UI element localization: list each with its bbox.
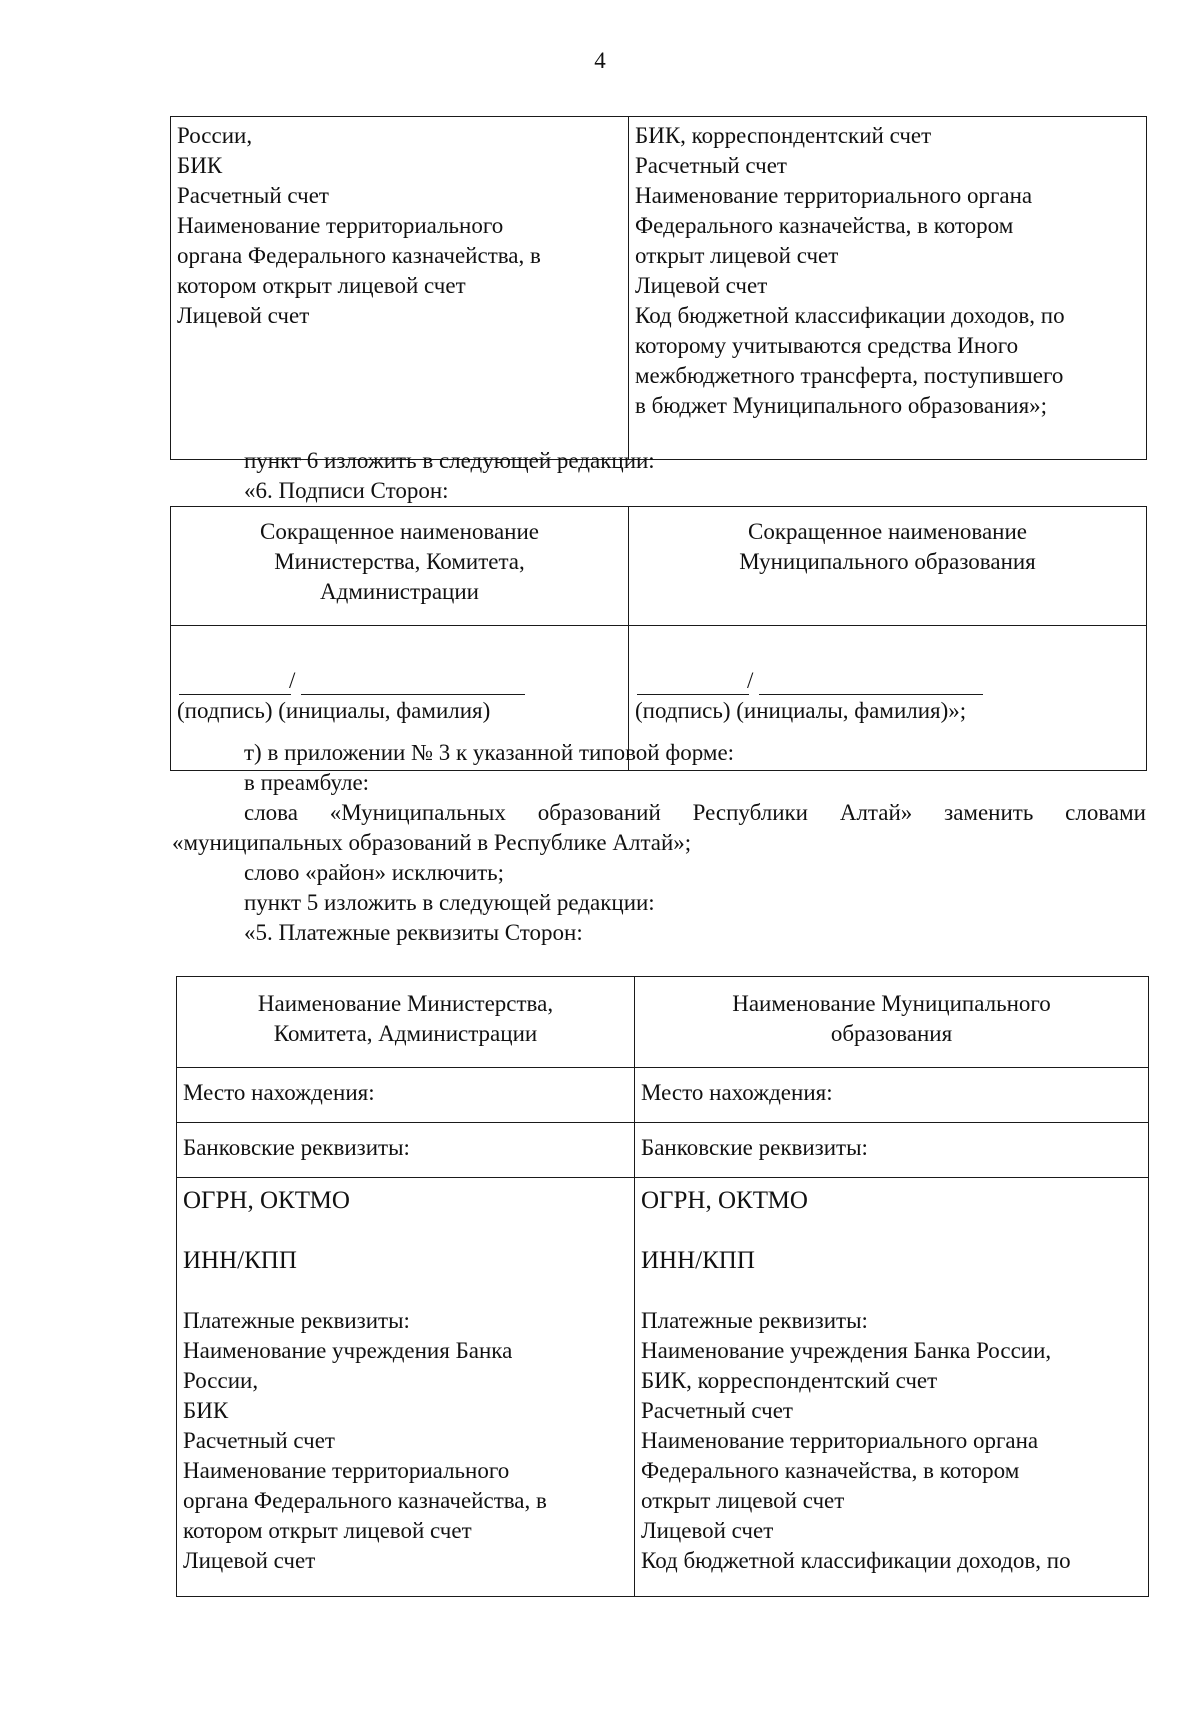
table-cell-left <box>171 507 629 626</box>
text-line: Расчетный счет <box>177 183 329 208</box>
text-line: Расчетный счет <box>635 153 787 178</box>
text-line: Комитета, Администрации <box>273 1021 538 1046</box>
text-line: органа Федерального казначейства, в <box>183 1488 547 1513</box>
text-line: Федерального казначейства, в котором <box>641 1458 1020 1483</box>
text-line: Муниципального образования <box>739 549 1036 574</box>
table-row <box>171 507 1147 626</box>
text-line: России, <box>177 123 253 148</box>
text-line: Наименование учреждения Банка <box>183 1338 513 1363</box>
signature-caption: (подпись) (инициалы, фамилия)»; <box>635 698 967 723</box>
location-cell-right <box>635 1068 1149 1123</box>
text-line: которому учитываются средства Иного <box>635 333 1019 358</box>
text-line: Сокращенное наименование <box>748 519 1027 544</box>
paragraph-line: пункт 5 изложить в следующей редакции: <box>244 890 655 915</box>
payment-details-continuation-table <box>170 116 1147 460</box>
text-line: Расчетный счет <box>183 1428 335 1453</box>
page-number: 4 <box>594 48 606 73</box>
location-cell-left <box>177 1068 635 1123</box>
signature-line: / <box>635 666 1140 696</box>
text-line: Федерального казначейства, в котором <box>635 213 1014 238</box>
text-line: Лицевой счет <box>177 303 310 328</box>
text-line: БИК, корреспондентский счет <box>641 1368 938 1393</box>
paragraph-line: «6. Подписи Сторон: <box>244 478 449 503</box>
bank-cell-right <box>635 1123 1149 1178</box>
table-row <box>177 1123 1149 1178</box>
text-line: Сокращенное наименование <box>260 519 539 544</box>
table-header-left <box>177 977 635 1068</box>
table-cell-left <box>171 117 629 460</box>
text-line: Код бюджетной классификации доходов, по <box>635 303 1065 328</box>
text-line: Наименование территориального органа <box>635 183 1033 208</box>
location-label: Место нахождения: <box>183 1080 375 1105</box>
text-line: в бюджет Муниципального образования»; <box>635 393 1048 418</box>
table-row <box>171 117 1147 460</box>
bank-label: Банковские реквизиты: <box>641 1135 868 1160</box>
text-line: Наименование территориального <box>177 213 504 238</box>
text-line: образования <box>830 1021 953 1046</box>
table-header-right <box>635 977 1149 1068</box>
bank-label: Банковские реквизиты: <box>183 1135 410 1160</box>
text-line: Расчетный счет <box>641 1398 793 1423</box>
paragraph-line: пункт 6 изложить в следующей редакции: <box>244 448 655 473</box>
text-line: Код бюджетной классификации доходов, по <box>641 1548 1071 1573</box>
text-line: котором открыт лицевой счет <box>183 1518 472 1543</box>
text-line: БИК, корреспондентский счет <box>635 123 932 148</box>
text-line: Лицевой счет <box>635 273 768 298</box>
paragraph-line: «муниципальных образований в Республике Алтай»; <box>172 830 692 855</box>
details-cell-left <box>177 1178 635 1597</box>
payment-details-table <box>176 976 1149 1597</box>
text-line: Лицевой счет <box>183 1548 316 1573</box>
text-line: Администрации <box>320 579 479 604</box>
text-line: БИК <box>183 1398 229 1423</box>
text-line: Наименование территориального <box>183 1458 510 1483</box>
text-line: Лицевой счет <box>641 1518 774 1543</box>
text-line: открыт лицевой счет <box>635 243 839 268</box>
text-line: Платежные реквизиты: <box>641 1308 868 1333</box>
table-row <box>177 1178 1149 1597</box>
text-line: открыт лицевой счет <box>641 1488 845 1513</box>
paragraph-line: «5. Платежные реквизиты Сторон: <box>244 920 583 945</box>
text-line: межбюджетного трансферта, поступившего <box>635 363 1064 388</box>
paragraph-line: в преамбуле: <box>244 770 370 795</box>
inn-label: ИНН/КПП <box>183 1247 297 1274</box>
text-line: Министерства, Комитета, <box>274 549 525 574</box>
details-cell-right <box>635 1178 1149 1597</box>
paragraph-line: слова «Муниципальных образований Республики Алтай» заменить словами <box>244 800 1146 825</box>
text-line: России, <box>183 1368 259 1393</box>
ogrn-label: ОГРН, ОКТМО <box>641 1187 808 1214</box>
signature-caption: (подпись) (инициалы, фамилия) <box>177 698 491 723</box>
text-line: Наименование Министерства, <box>257 991 554 1016</box>
text-line: Наименование территориального органа <box>641 1428 1039 1453</box>
table-row <box>177 1068 1149 1123</box>
text-line: Наименование Муниципального <box>732 991 1051 1016</box>
text-line: органа Федерального казначейства, в <box>177 243 541 268</box>
text-line: Наименование учреждения Банка России, <box>641 1338 1052 1363</box>
bank-cell-left <box>177 1123 635 1178</box>
signature-line: / <box>177 666 622 696</box>
ogrn-label: ОГРН, ОКТМО <box>183 1187 350 1214</box>
text-line: котором открыт лицевой счет <box>177 273 466 298</box>
table-cell-right <box>629 507 1147 626</box>
text-line: Платежные реквизиты: <box>183 1308 410 1333</box>
table-cell-right <box>629 117 1147 460</box>
table-row <box>177 977 1149 1068</box>
text-line: БИК <box>177 153 223 178</box>
location-label: Место нахождения: <box>641 1080 833 1105</box>
signatures-table <box>170 506 1147 771</box>
paragraph-line: слово «район» исключить; <box>244 860 504 885</box>
paragraph-line: т) в приложении № 3 к указанной типовой форме: <box>244 740 735 765</box>
inn-label: ИНН/КПП <box>641 1247 755 1274</box>
